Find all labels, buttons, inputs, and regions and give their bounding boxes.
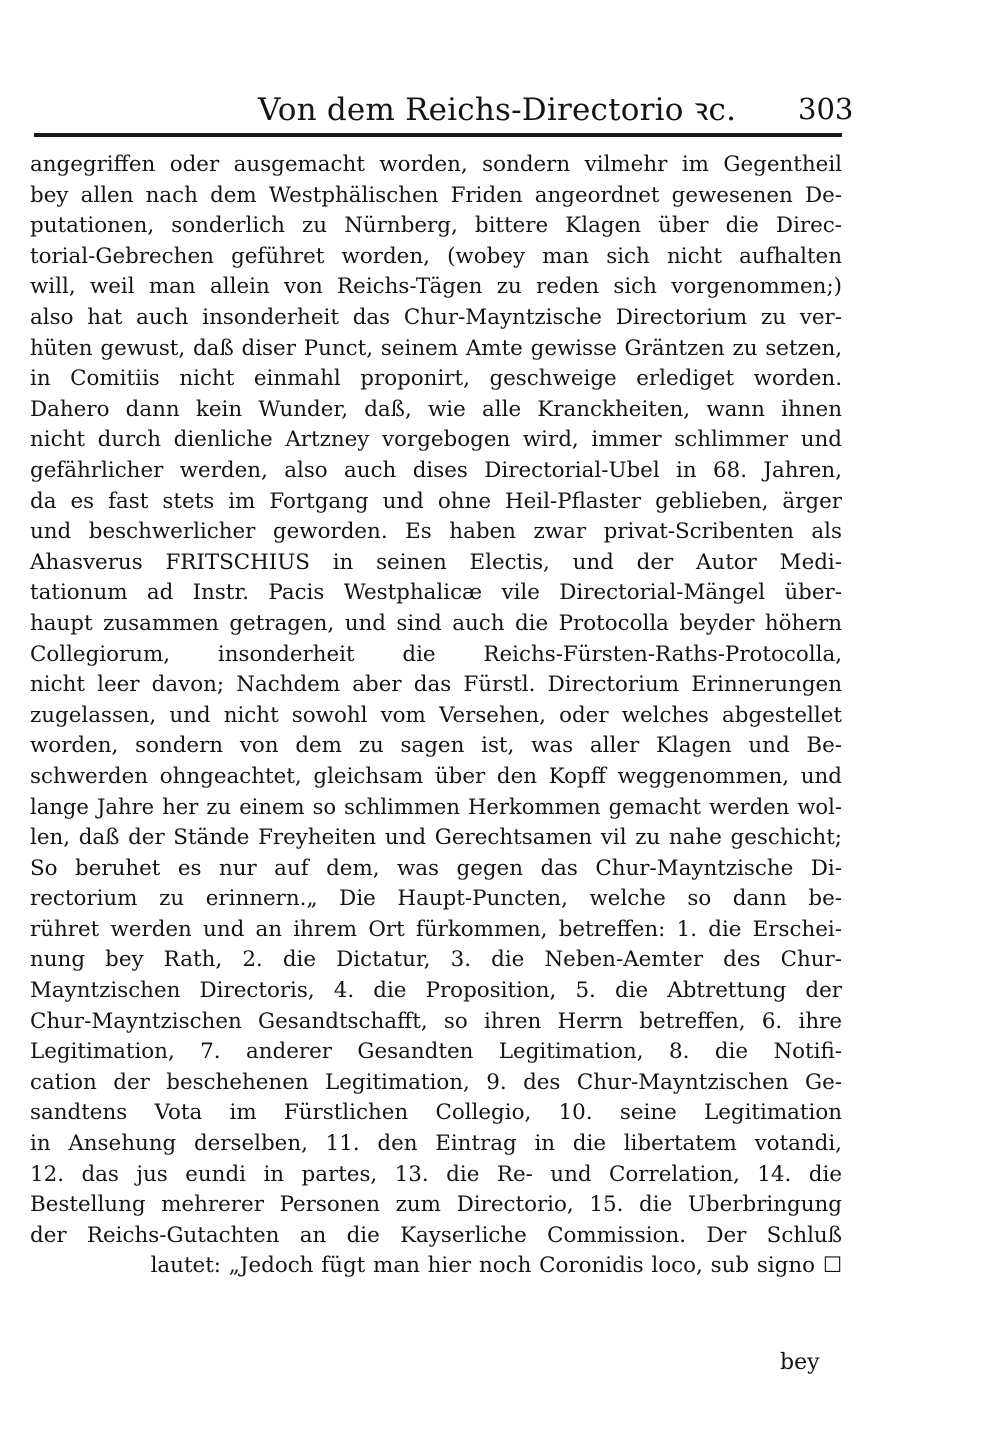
text-line: Dahero dann kein Wunder, daß, wie alle Kranckheiten, wann ihnen bbox=[30, 396, 842, 422]
text-line: Collegiorum, insonderheit die Reichs-Fürsten-Raths-Protocolla, bbox=[30, 641, 842, 667]
text-line: tationum ad Instr. Pacis Westphalicæ vile Directorial-Mängel über- bbox=[30, 580, 842, 606]
text-line: hüten gewust, daß diser Punct, seinem Amte gewisse Gräntzen zu setzen, bbox=[30, 335, 843, 361]
text-line: putationen, sonderlich zu Nürnberg, bittere Klagen über die Direc- bbox=[30, 213, 842, 239]
text-line: rühret werden und an ihrem Ort fürkommen, betreffen: 1. die Erschei- bbox=[30, 916, 842, 942]
body-text bbox=[30, 150, 842, 1282]
text-line: schwerden ohngeachtet, gleichsam über den Kopff weggenommen, und bbox=[30, 763, 842, 789]
text-line: in Comitiis nicht einmahl proponirt, geschweige erlediget worden. bbox=[30, 366, 842, 392]
page-header bbox=[28, 78, 854, 134]
text-line: in Ansehung derselben, 11. den Eintrag in die libertatem votandi, bbox=[30, 1131, 842, 1156]
text-line: rectorium zu erinnern.„ Die Haupt-Puncten, welche so dann be- bbox=[30, 886, 842, 912]
text-line: lange Jahre her zu einem so schlimmen Herkommen gemacht werden wol- bbox=[30, 794, 842, 820]
text-line: So beruhet es nur auf dem, was gegen das Chur-Mayntzische Di- bbox=[30, 855, 842, 881]
header-rule bbox=[34, 133, 842, 137]
text-line: Ahasverus FRITSCHIUS in seinen Electis, und der Autor Medi- bbox=[30, 549, 842, 575]
text-line: nicht durch dienliche Artzney vorgebogen wird, immer schlimmer und bbox=[30, 427, 842, 453]
text-line: cation der beschehenen Legitimation, 9. des Chur-Mayntzischen Ge- bbox=[30, 1069, 842, 1095]
text-line: sandtens Vota im Fürstlichen Collegio, 10. seine Legitimation bbox=[30, 1100, 842, 1126]
text-line: worden, sondern von dem zu sagen ist, was aller Klagen und Be- bbox=[30, 733, 842, 759]
running-head: Von dem Reichs-Directorio ꝛc. bbox=[258, 92, 737, 128]
catchword: bey bbox=[780, 1350, 820, 1375]
text-line: Legitimation, 7. anderer Gesandten Legitimation, 8. die Notifi- bbox=[30, 1039, 842, 1065]
text-line: nung bey Rath, 2. die Dictatur, 3. die Neben-Aemter des Chur- bbox=[30, 947, 842, 973]
page-number: 303 bbox=[798, 92, 854, 126]
text-line: angegriffen oder ausgemacht worden, sondern vilmehr im Gegentheil bbox=[30, 152, 842, 177]
text-line: und beschwerlicher geworden. Es haben zwar privat-Scribenten als bbox=[30, 519, 842, 545]
text-line: torial-Gebrechen geführet worden, (wobey man sich nicht aufhalten bbox=[30, 243, 842, 269]
text-line: also hat auch insonderheit das Chur-Mayntzische Directorium zu ver- bbox=[30, 304, 842, 330]
text-line: gefährlicher werden, also auch dises Directorial-Ubel in 68. Jahren, bbox=[30, 457, 842, 483]
text-line: 12. das jus eundi in partes, 13. die Re- und Correlation, 14. die bbox=[30, 1161, 842, 1187]
text-line: lautet: „Jedoch fügt man hier noch Coronidis loco, sub signo ☐ bbox=[150, 1253, 842, 1279]
text-line: Chur-Mayntzischen Gesandtschafft, so ihren Herrn betreffen, 6. ihre bbox=[30, 1008, 842, 1034]
text-line: der Reichs-Gutachten an die Kayserliche Commission. Der Schluß bbox=[30, 1222, 842, 1248]
text-line: Bestellung mehrerer Personen zum Directorio, 15. die Uberbringung bbox=[30, 1192, 842, 1218]
text-line: da es fast stets im Fortgang und ohne Heil-Pflaster geblieben, ärger bbox=[30, 488, 842, 514]
text-line: Mayntzischen Directoris, 4. die Proposition, 5. die Abtrettung der bbox=[30, 978, 842, 1004]
text-line: will, weil man allein von Reichs-Tägen zu reden sich vorgenommen;) bbox=[30, 274, 842, 300]
text-line: haupt zusammen getragen, und sind auch die Protocolla beyder höhern bbox=[30, 610, 842, 636]
text-line: nicht leer davon; Nachdem aber das Fürstl. Directorium Erinnerungen bbox=[30, 672, 842, 698]
text-line: zugelassen, und nicht sowohl vom Versehen, oder welches abgestellet bbox=[30, 702, 842, 728]
text-line: len, daß der Stände Freyheiten und Gerechtsamen vil zu nahe geschicht; bbox=[30, 825, 842, 851]
text-line: bey allen nach dem Westphälischen Friden angeordnet gewesenen De- bbox=[30, 182, 842, 208]
